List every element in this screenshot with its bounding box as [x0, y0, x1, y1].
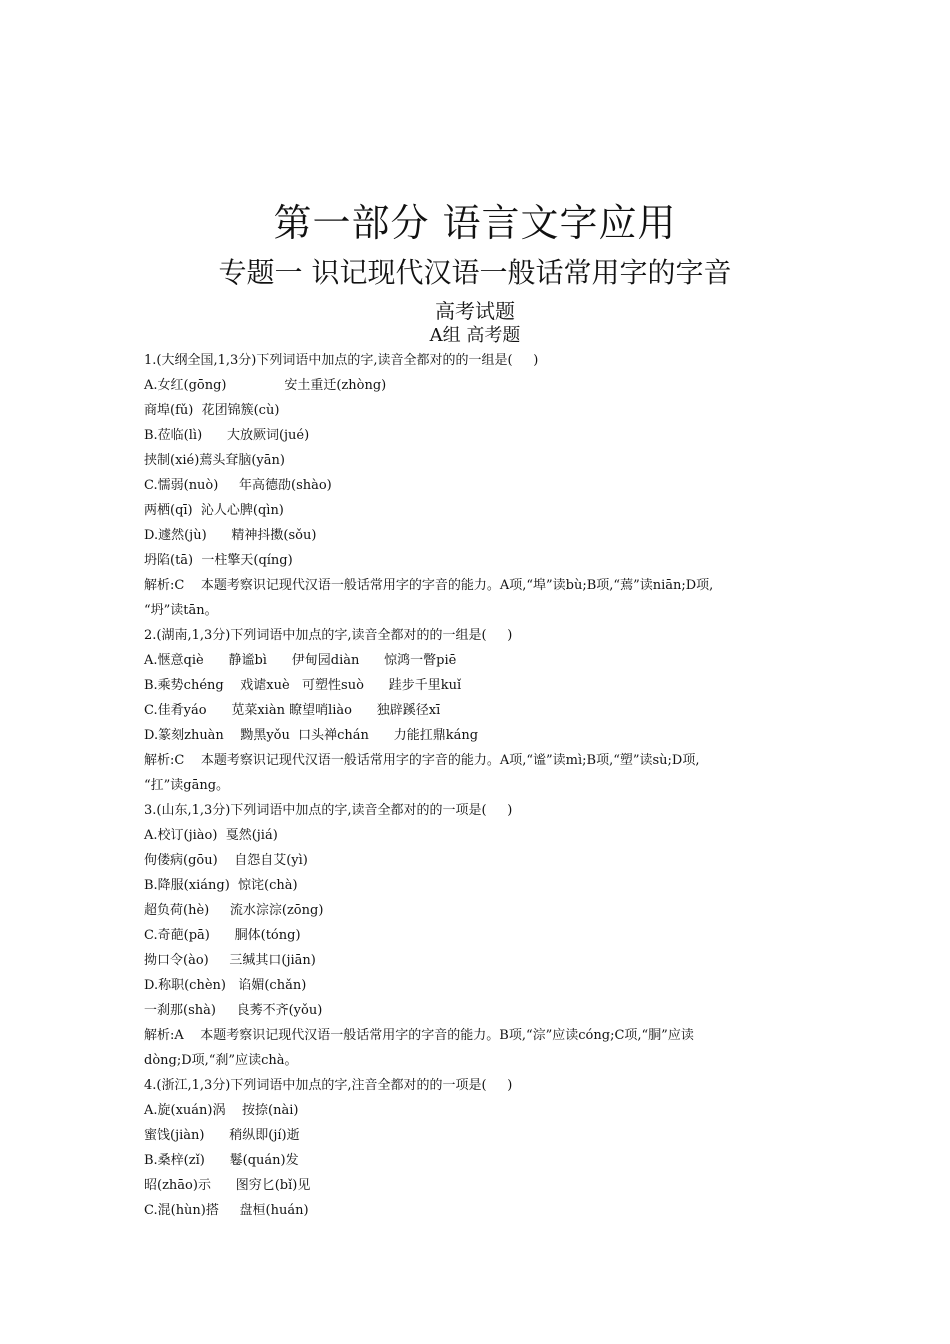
question-2-analysis-cont: “扛”读gāng。 [144, 778, 230, 793]
question-1-analysis-cont: “坍”读tān。 [144, 603, 218, 618]
question-2-option-c: C.佳肴yáo 苋菜xiàn 瞭望哨liào 独辟蹊径xī [144, 703, 441, 718]
section-title: 高考试题 [435, 299, 515, 323]
question-3-option-d-cont: 一刹那(shà) 良莠不齐(yǒu) [144, 1003, 323, 1018]
question-1-option-b-cont: 挟制(xié)蔫头耷脑(yān) [144, 453, 285, 468]
question-4-option-b-cont: 昭(zhāo)示 图穷匕(bǐ)见 [144, 1178, 311, 1193]
question-1-option-a-cont: 商埠(fǔ) 花团锦簇(cù) [144, 403, 280, 418]
question-2-stem: 2.(湖南,1,3分)下列词语中加点的字,读音全都对的的一组是( ) [144, 628, 513, 643]
question-4-option-a-cont: 蜜饯(jiàn) 稍纵即(jí)逝 [144, 1128, 300, 1143]
question-2-analysis: 解析:C 本题考察识记现代汉语一般话常用字的字音的能力。A项,“谧”读mì;B项,“塑”读sù;D项, [144, 753, 700, 768]
part-title: 第一部分 语言文字应用 [273, 201, 677, 245]
question-2-option-a: A.惬意qiè 静谧bì 伊甸园diàn 惊鸿一瞥piē [144, 653, 457, 668]
question-2-option-d: D.篆刻zhuàn 黝黑yǒu 口头禅chán 力能扛鼎káng [144, 728, 479, 743]
group-title: A组 高考题 [429, 325, 521, 346]
question-3-stem: 3.(山东,1,3分)下列词语中加点的字,读音全都对的的一项是( ) [144, 803, 513, 818]
question-1-option-a: A.女红(gōng) 安土重迁(zhòng) [144, 378, 387, 393]
question-3-option-c-cont: 拗口令(ào) 三缄其口(jiān) [144, 953, 316, 968]
question-1-option-d-cont: 坍陷(tā) 一柱擎天(qíng) [144, 553, 293, 568]
question-3-option-a-cont: 佝偻病(gōu) 自怨自艾(yì) [144, 853, 308, 868]
question-1-option-d: D.遽然(jù) 精神抖擞(sǒu) [144, 528, 317, 543]
question-1-analysis: 解析:C 本题考察识记现代汉语一般话常用字的字音的能力。A项,“埠”读bù;B项,“蔫”读niān;D项, [144, 578, 714, 593]
question-3-option-c: C.奇葩(pā) 胴体(tóng) [144, 928, 301, 943]
question-4-option-b: B.桑梓(zǐ) 鬈(quán)发 [144, 1153, 299, 1168]
question-1-stem: 1.(大纲全国,1,3分)下列词语中加点的字,读音全都对的的一组是( ) [144, 353, 539, 368]
question-2-option-b: B.乘势chéng 戏谑xuè 可塑性suò 跬步千里kuǐ [144, 678, 462, 693]
question-body [144, 348, 810, 1223]
question-3-analysis-cont: dòng;D项,“刹”应读chà。 [144, 1053, 298, 1068]
question-4-option-a: A.旋(xuán)涡 按捺(nài) [144, 1103, 299, 1118]
question-3-option-a: A.校订(jiào) 戛然(jiá) [144, 828, 278, 843]
question-3-analysis: 解析:A 本题考察识记现代汉语一般话常用字的字音的能力。B项,“淙”应读cóng;C项,“胴”应读 [144, 1028, 694, 1043]
topic-title: 专题一 识记现代汉语一般话常用字的字音 [218, 256, 732, 289]
question-1-option-c: C.懦弱(nuò) 年高德劭(shào) [144, 478, 332, 493]
question-1-option-b: B.莅临(lì) 大放厥词(jué) [144, 428, 310, 443]
question-3-option-b-cont: 超负荷(hè) 流水淙淙(zōng) [144, 903, 324, 918]
question-1-option-c-cont: 两栖(qī) 沁人心脾(qìn) [144, 503, 284, 518]
question-3-option-d: D.称职(chèn) 谄媚(chǎn) [144, 978, 307, 993]
question-4-stem: 4.(浙江,1,3分)下列词语中加点的字,注音全都对的的一项是( ) [144, 1078, 513, 1093]
question-4-option-c: C.混(hùn)搭 盘桓(huán) [144, 1203, 309, 1218]
question-3-option-b: B.降服(xiáng) 惊诧(chà) [144, 878, 298, 893]
